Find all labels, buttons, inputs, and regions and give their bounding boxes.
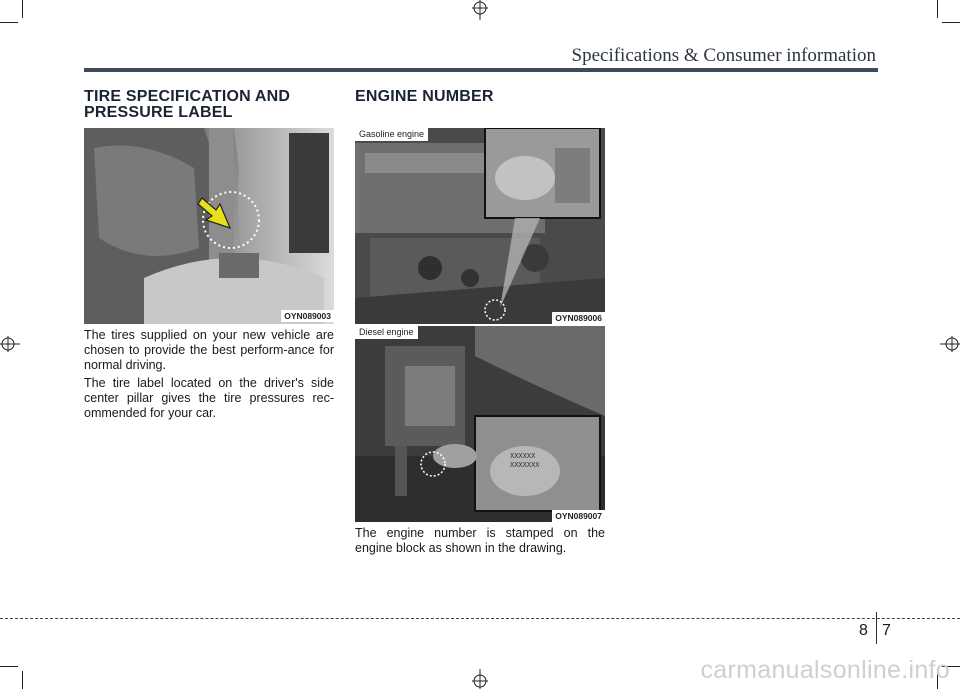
chapter-number: 8: [859, 622, 868, 639]
crop-mark: [0, 666, 18, 667]
crop-mark: [22, 671, 23, 689]
crop-mark: [0, 22, 18, 23]
tire-heading-line2: PRESSURE LABEL: [84, 104, 233, 121]
registration-mark-top: [468, 0, 492, 20]
footer-dashed-rule: [0, 618, 960, 619]
tire-section-heading: [84, 89, 290, 121]
engine-section-heading: ENGINE NUMBER: [355, 88, 494, 105]
header-rule: [84, 68, 878, 72]
gasoline-engine-label: Gasoline engine: [355, 128, 428, 141]
diesel-engine-illustration: [355, 326, 605, 522]
tire-paragraph-2: The tire label located on the driver's side center pillar gives the tire pressures rec-ommended for your car.: [84, 376, 334, 420]
gasoline-engine-photo: [355, 128, 605, 324]
crop-mark: [22, 0, 23, 18]
door-pillar-illustration: [84, 128, 334, 324]
tire-label-photo: [84, 128, 334, 324]
gasoline-engine-illustration: [355, 128, 605, 324]
svg-text:XXXXXXX: XXXXXXX: [510, 461, 540, 469]
diesel-engine-label: Diesel engine: [355, 326, 418, 339]
diesel-photo-code: OYN089007: [552, 510, 605, 522]
diesel-engine-photo: [355, 326, 605, 522]
svg-text:XXXXXX: XXXXXX: [510, 452, 536, 460]
page-number: 7: [882, 622, 891, 639]
crop-mark: [942, 22, 960, 23]
registration-mark-bottom: [468, 669, 492, 689]
registration-mark-left: [0, 332, 20, 356]
tire-photo-code: OYN089003: [281, 310, 334, 322]
gasoline-photo-code: OYN089006: [552, 312, 605, 324]
watermark: carmanualsonline.info: [700, 656, 950, 684]
tire-heading-line1: TIRE SPECIFICATION AND: [84, 88, 291, 105]
registration-mark-right: [940, 332, 960, 356]
engine-paragraph: The engine number is stamped on the engine block as shown in the drawing.: [355, 526, 605, 555]
header-title: Specifications & Consumer information: [571, 45, 876, 66]
page-number-divider: [876, 612, 877, 644]
tire-paragraph-1: The tires supplied on your new vehicle are chosen to provide the best perform-ance for normal driving.: [84, 328, 334, 372]
crop-mark: [937, 0, 938, 18]
